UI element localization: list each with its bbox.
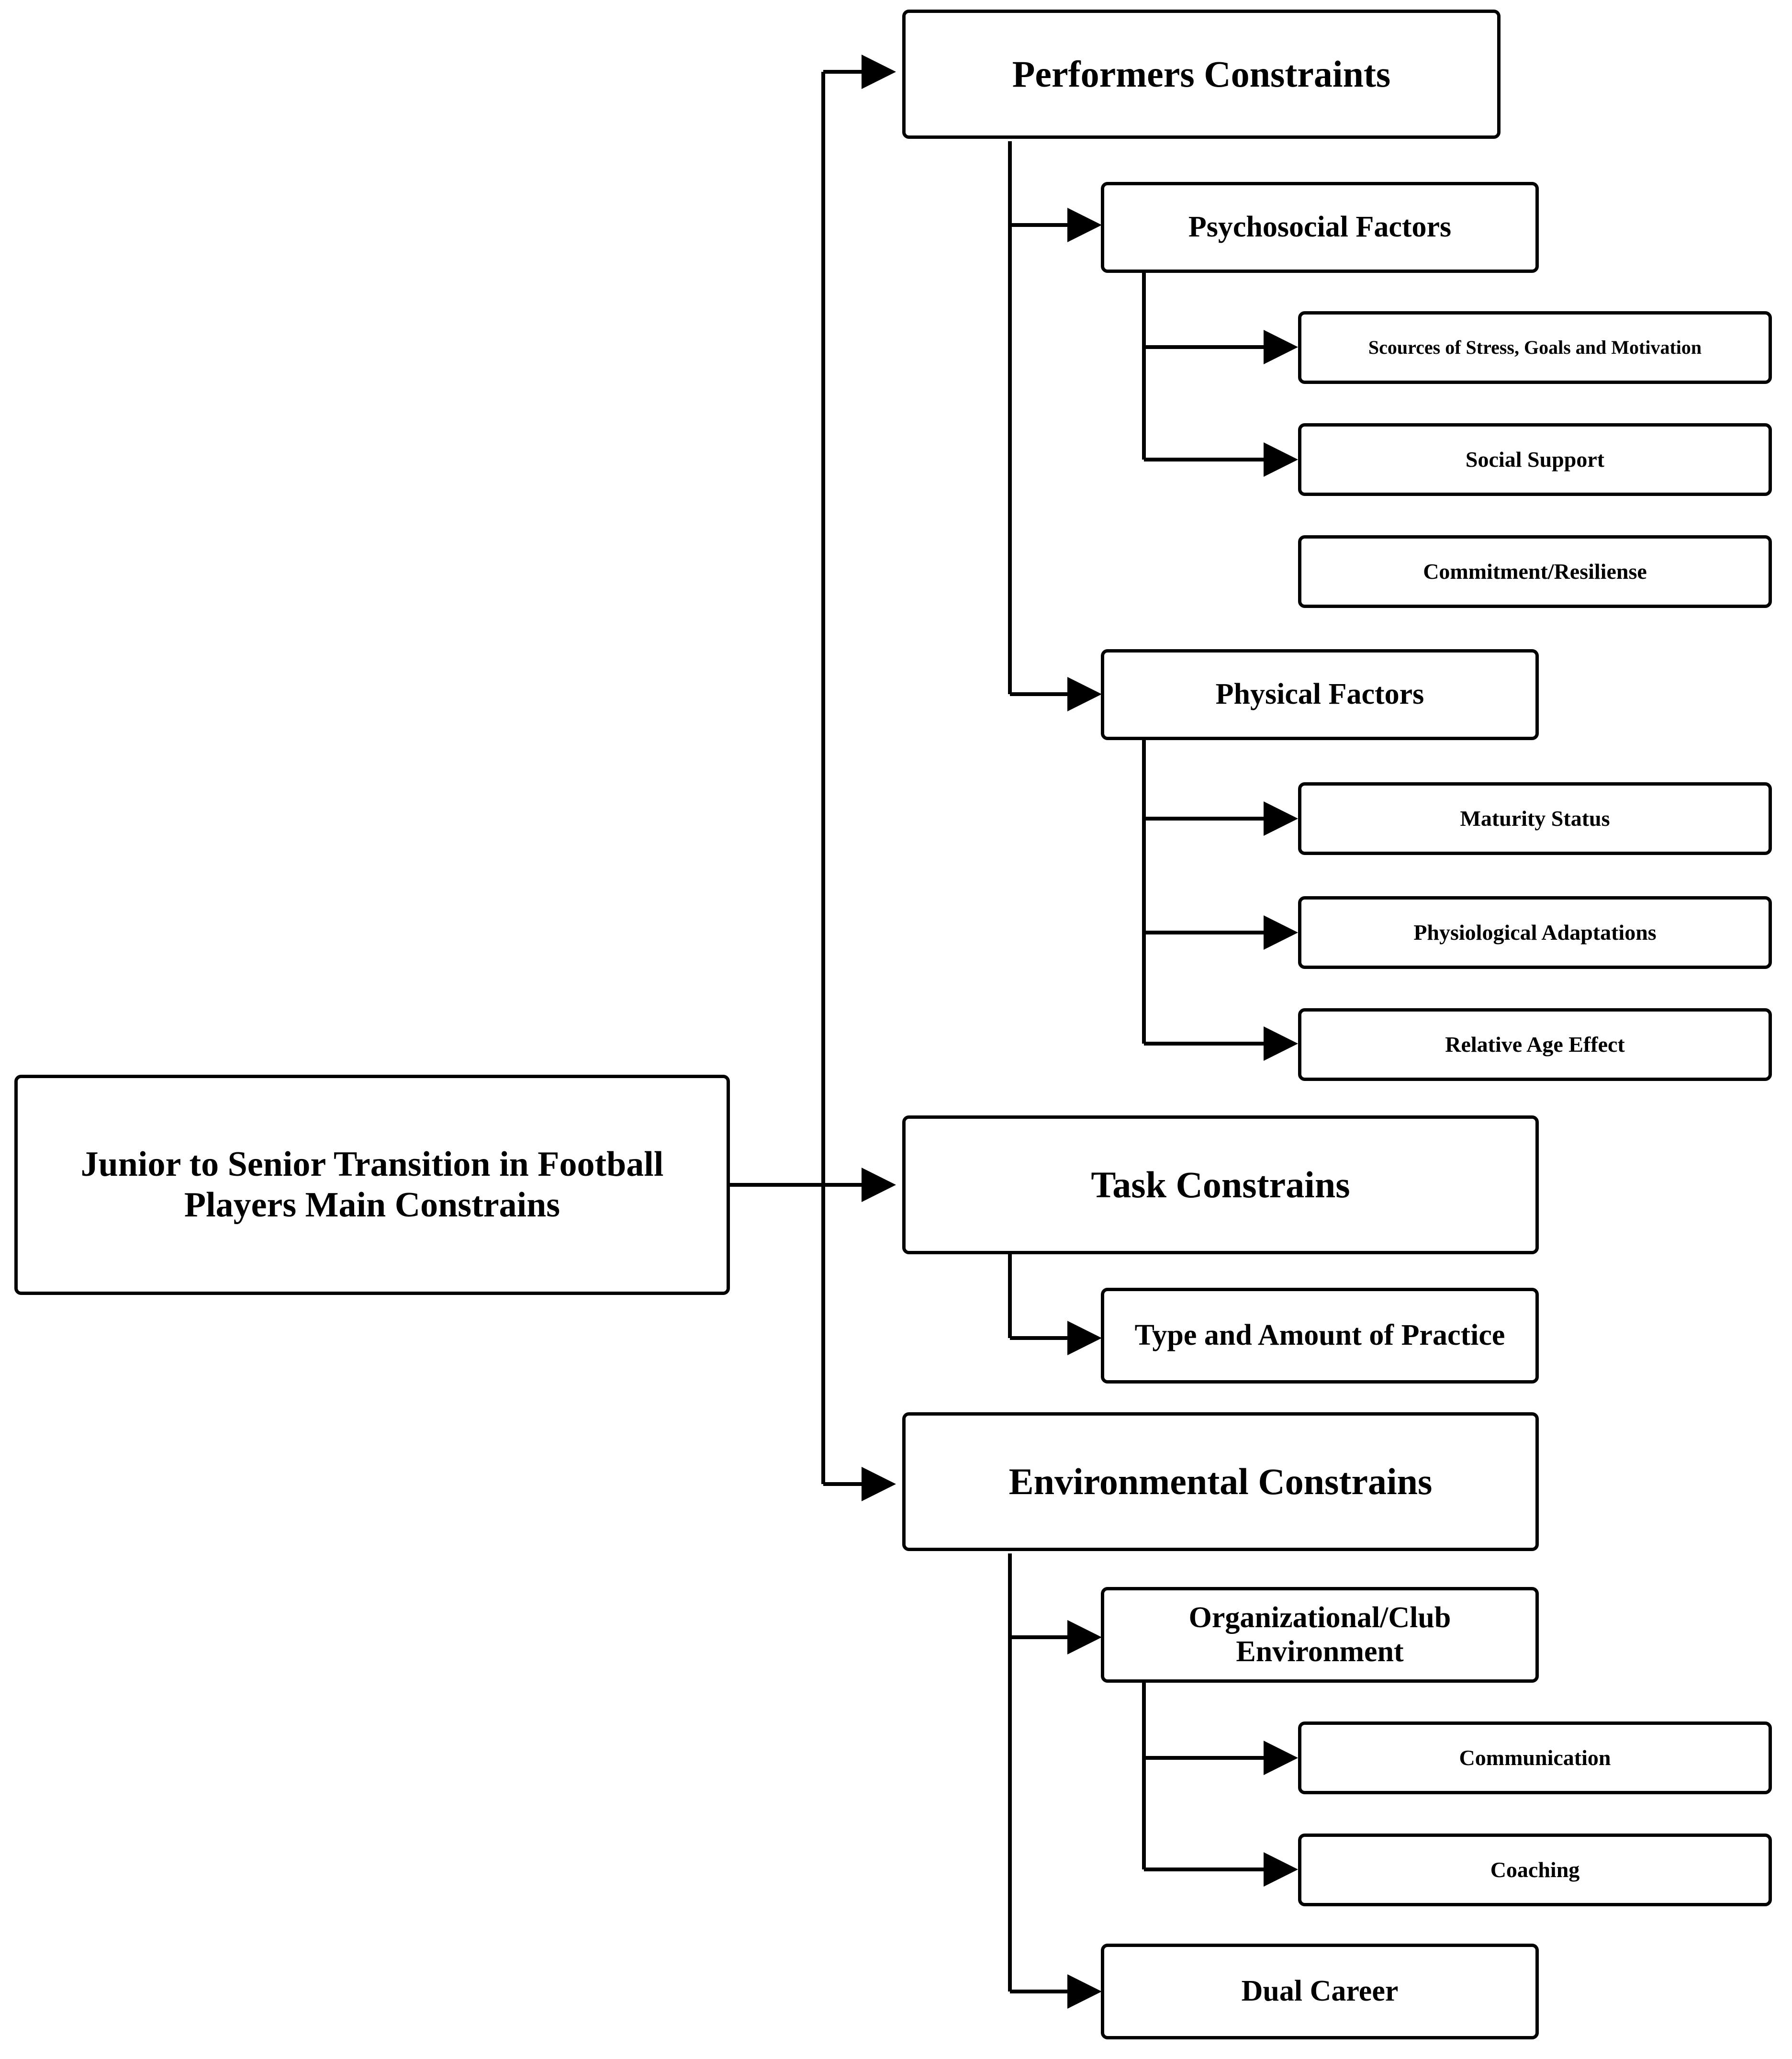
node-commitment-resiliense-label: Commitment/Resiliense: [1423, 559, 1647, 584]
node-environmental-constrains-label: Environmental Constrains: [1008, 1461, 1433, 1503]
node-performers-constraints-label: Performers Constraints: [1012, 53, 1391, 95]
node-commitment-resiliense[interactable]: [1298, 535, 1772, 608]
node-root[interactable]: [14, 1075, 730, 1295]
node-performers-constraints[interactable]: [902, 10, 1501, 139]
node-physiological-adaptations-label: Physiological Adaptations: [1413, 920, 1657, 945]
node-organizational-club-environment-label: Organizational/Club Environment: [1188, 1601, 1451, 1668]
node-physiological-adaptations[interactable]: [1298, 896, 1772, 969]
node-type-and-amount-of-practice-label: Type and Amount of Practice: [1134, 1319, 1505, 1352]
node-dual-career[interactable]: [1101, 1944, 1539, 2039]
node-environmental-constrains[interactable]: [902, 1412, 1539, 1551]
node-physical-factors[interactable]: [1101, 649, 1539, 740]
node-sources-of-stress[interactable]: [1298, 311, 1772, 384]
node-task-constrains[interactable]: [902, 1115, 1539, 1254]
node-social-support-label: Social Support: [1465, 447, 1605, 472]
node-type-and-amount-of-practice[interactable]: [1101, 1288, 1539, 1384]
node-psychosocial-factors[interactable]: [1101, 182, 1539, 273]
node-communication[interactable]: [1298, 1721, 1772, 1794]
node-maturity-status-label: Maturity Status: [1460, 806, 1610, 831]
node-social-support[interactable]: [1298, 423, 1772, 496]
node-task-constrains-label: Task Constrains: [1091, 1164, 1350, 1206]
node-coaching[interactable]: [1298, 1834, 1772, 1906]
node-relative-age-effect[interactable]: [1298, 1008, 1772, 1081]
node-relative-age-effect-label: Relative Age Effect: [1445, 1032, 1625, 1057]
node-physical-factors-label: Physical Factors: [1215, 678, 1424, 711]
node-coaching-label: Coaching: [1490, 1857, 1580, 1882]
node-maturity-status[interactable]: [1298, 782, 1772, 855]
node-organizational-club-environment[interactable]: [1101, 1587, 1539, 1683]
node-dual-career-label: Dual Career: [1241, 1975, 1399, 2008]
node-root-label: Junior to Senior Transition in Football Players Main Constrains: [80, 1144, 664, 1225]
node-sources-of-stress-label: Scources of Stress, Goals and Motivation: [1368, 337, 1702, 358]
node-communication-label: Communication: [1459, 1745, 1611, 1770]
node-psychosocial-factors-label: Psychosocial Factors: [1188, 211, 1452, 244]
